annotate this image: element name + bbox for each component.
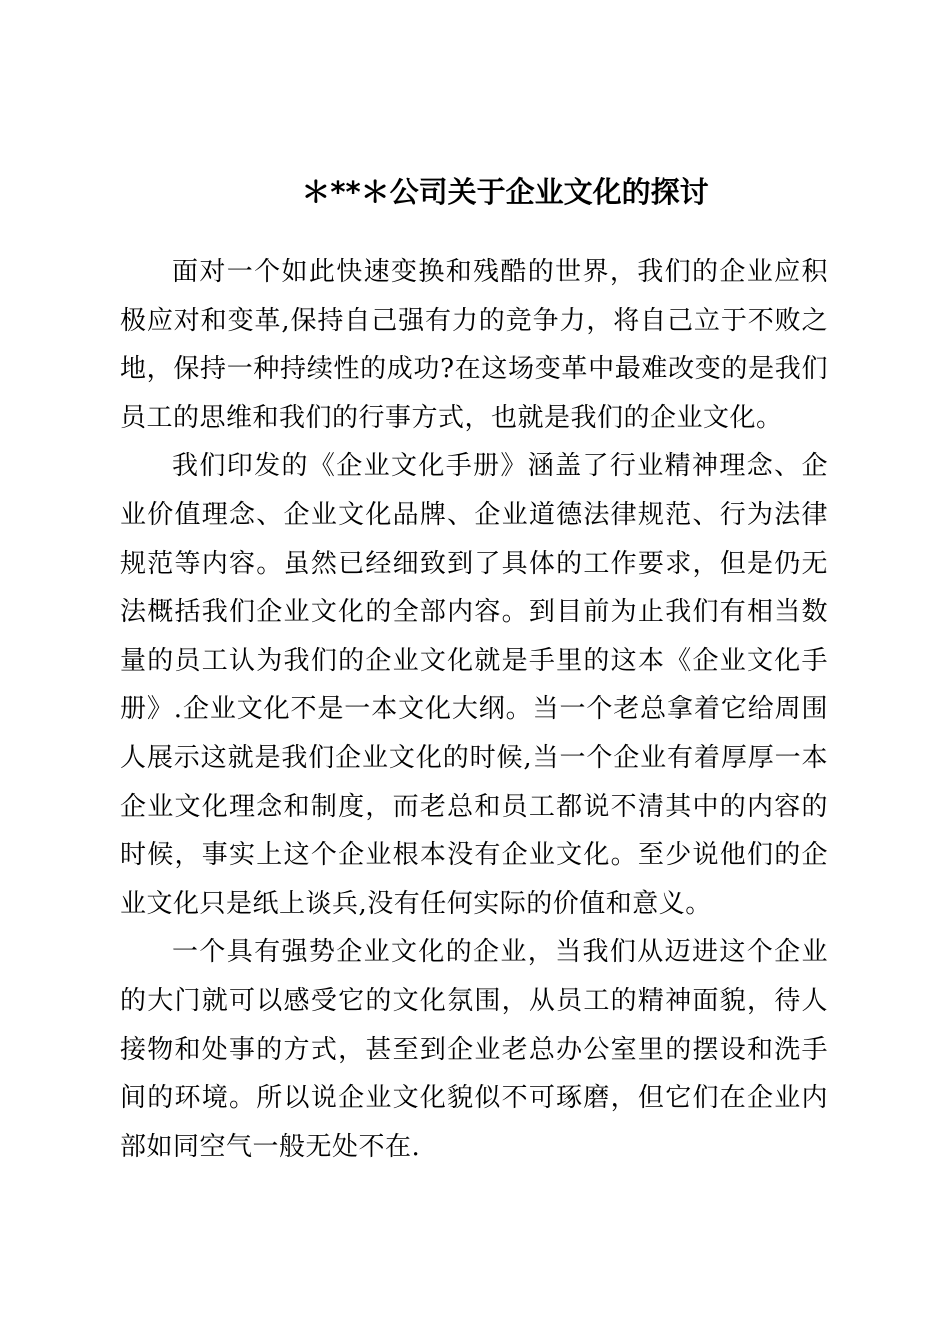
paragraph-1: 面对一个如此快速变换和残酷的世界，我们的企业应积极应对和变革,保持自己强有力的竞争力，将自己立于不败之地，保持一种持续性的成功?在这场变革中最难改变的是我们员工的思维和我们的行事方式，也就是我们的企业文化。 (120, 257, 828, 433)
document-body (120, 248, 828, 1171)
document-title: ＊**＊公司关于企业文化的探讨 (301, 175, 709, 209)
paragraph-2: 我们印发的《企业文化手册》涵盖了行业精神理念、企业价值理念、企业文化品牌、企业道德法律规范、行为法律规范等内容。虽然已经细致到了具体的工作要求，但是仍无法概括我们企业文化的全部内容。到目前为止我们有相当数量的员工认为我们的企业文化就是手里的这本《企业文化手册》.企业文化不是一本文化大纲。当一个老总拿着它给周围人展示这就是我们企业文化的时候,当一个企业有着厚厚一本企业文化理念和制度，而老总和员工都说不清其中的内容的时候，事实上这个企业根本没有企业文化。至少说他们的企业文化只是纸上谈兵,没有任何实际的价值和意义。 (120, 451, 828, 919)
paragraph-3: 一个具有强势企业文化的企业，当我们从迈进这个企业的大门就可以感受它的文化氛围，从员工的精神面貌，待人接物和处事的方式，甚至到企业老总办公室里的摆设和洗手间的环境。所以说企业文化貌似不可琢磨，但它们在企业内部如同空气一般无处不在. (120, 937, 828, 1162)
